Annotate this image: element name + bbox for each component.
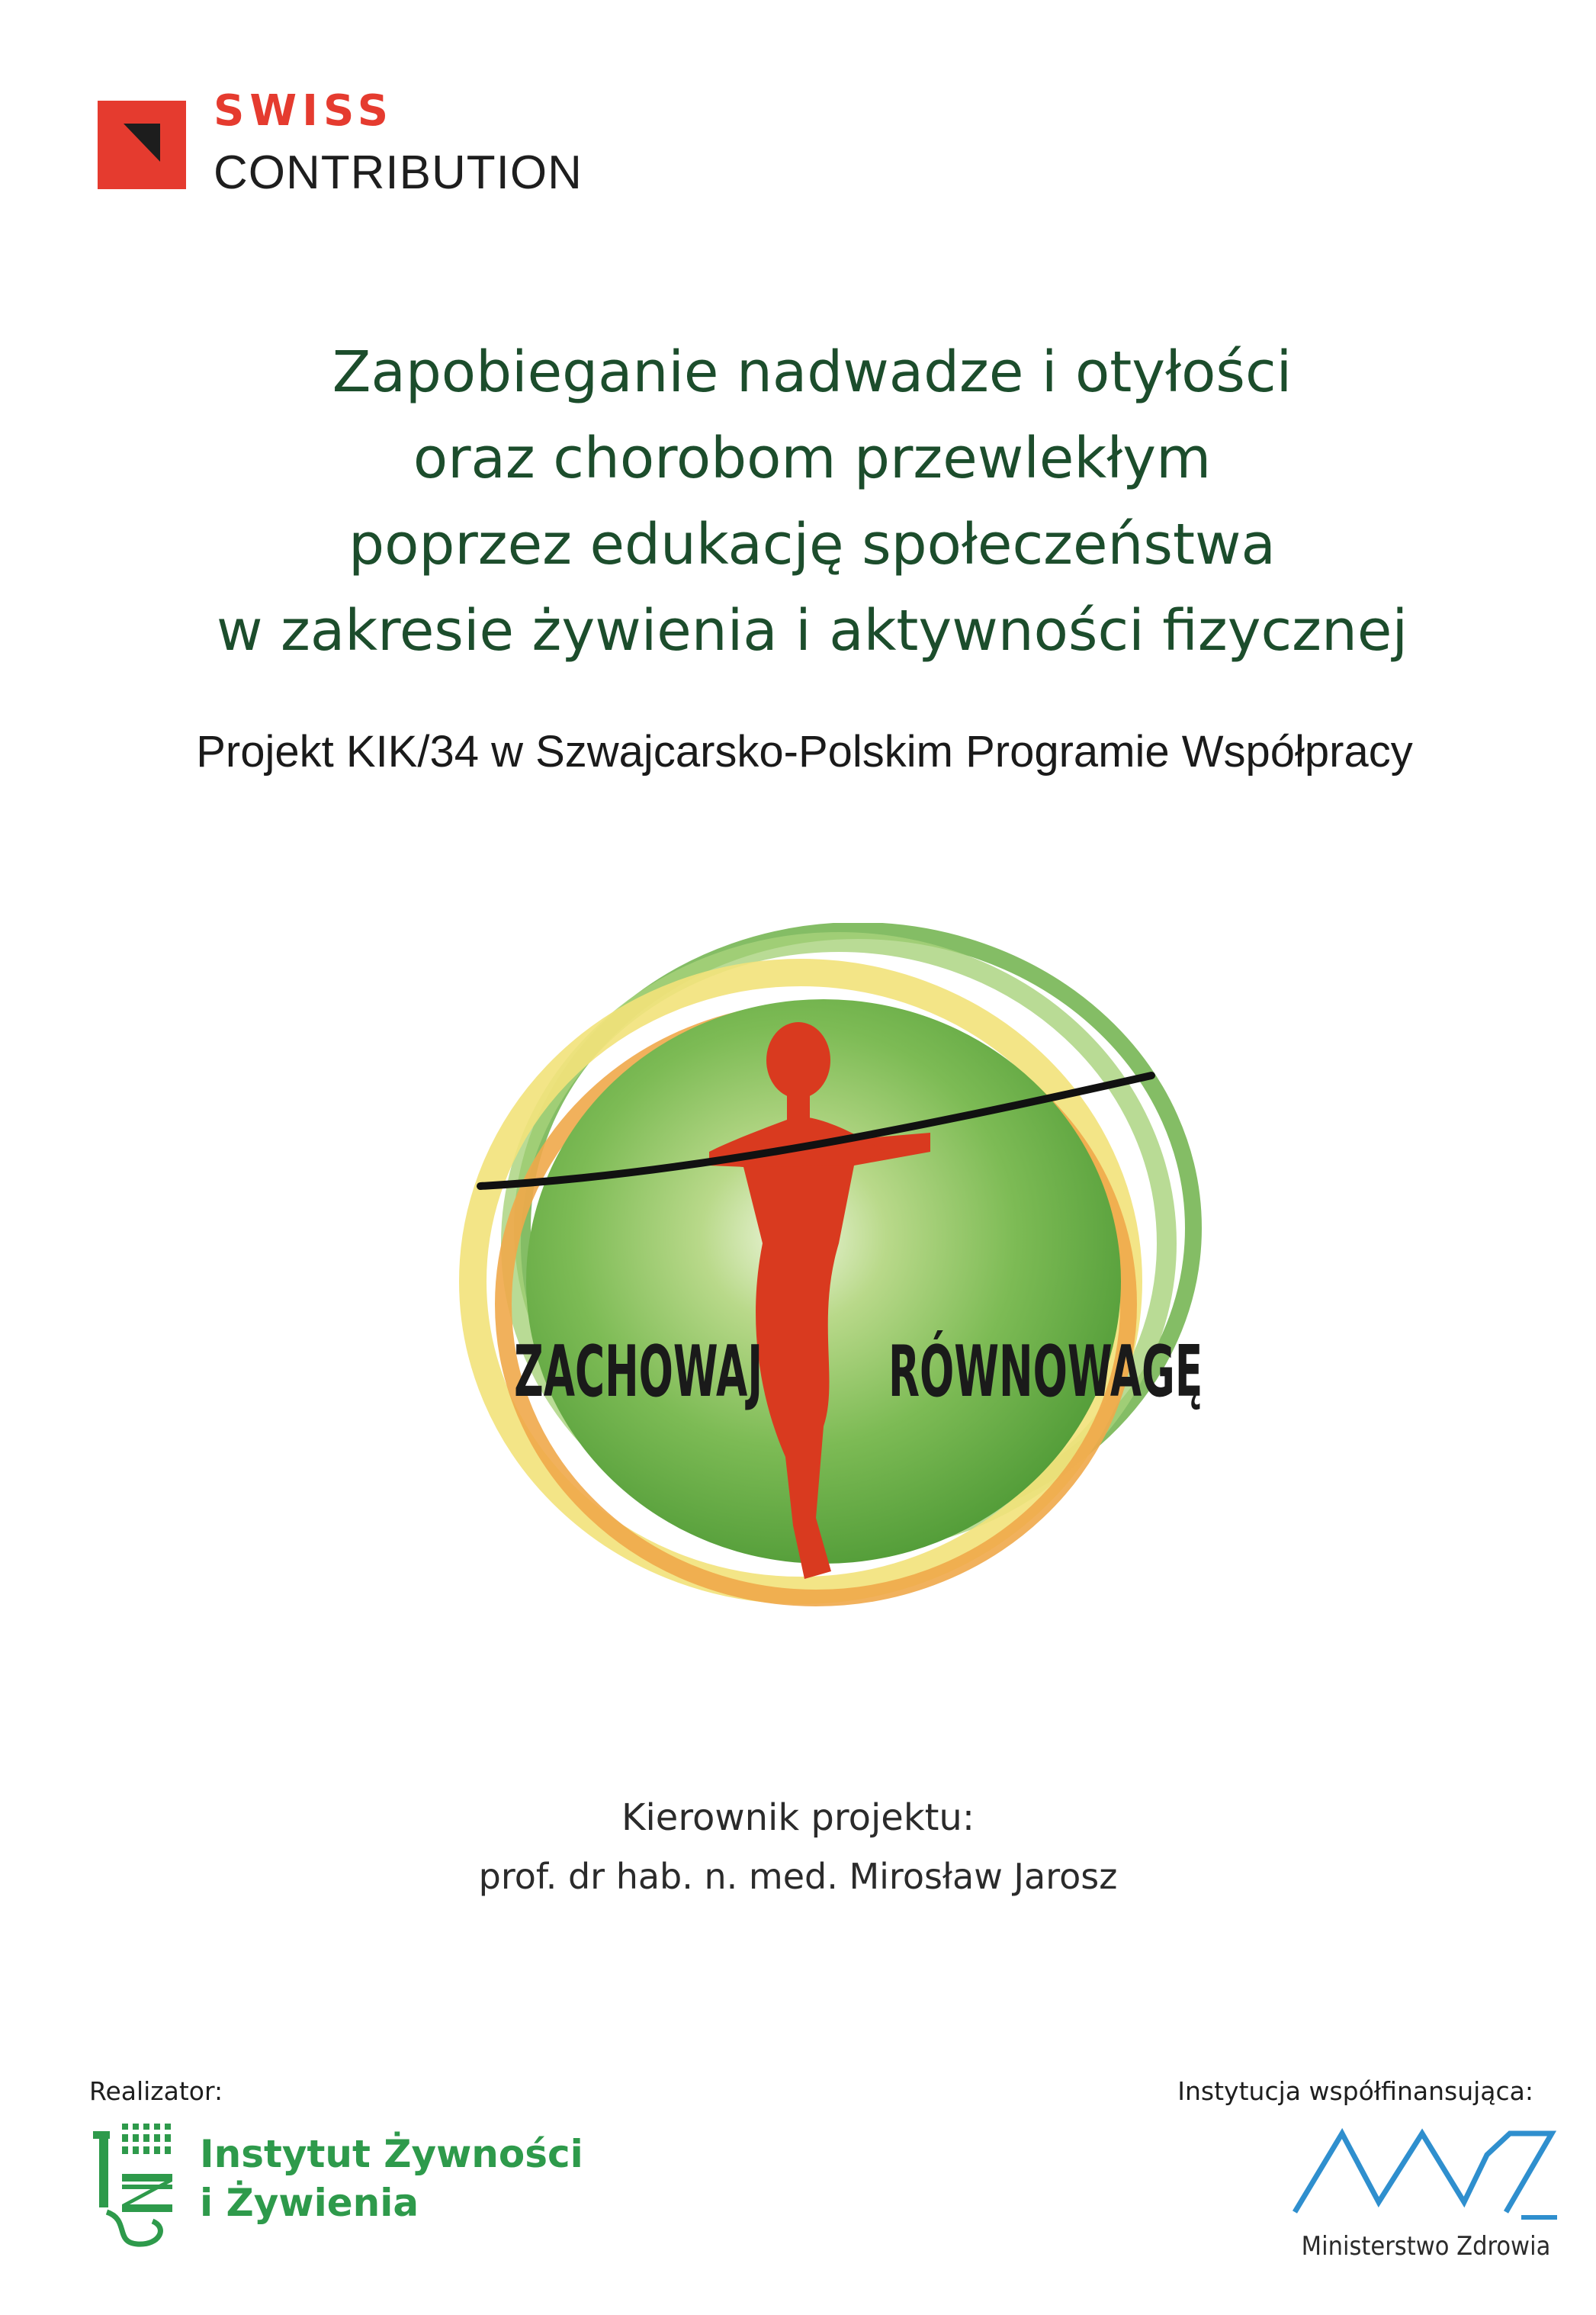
- swiss-contribution-logo-mark: [98, 101, 186, 189]
- ministry-logo-icon: [1289, 2124, 1563, 2220]
- project-subtitle: Projekt KIK/34 w Szwajcarsko-Polskim Programie Współpracy: [196, 727, 1413, 776]
- title-line: Zapobieganie nadwadze i otyłości: [332, 339, 1293, 405]
- campaign-word-right: RÓWNOWAGĘ: [888, 1331, 1203, 1413]
- title-line: poprzez edukację społeczeństwa: [348, 512, 1276, 577]
- campaign-logo: [458, 923, 1205, 1609]
- realizator-label: Realizator:: [89, 2076, 223, 2106]
- cofinancing-label: Instytucja współfinansująca:: [1177, 2076, 1533, 2106]
- sponsor-title: SWISS: [214, 86, 394, 136]
- manager-label: Kierownik projektu:: [621, 1796, 975, 1839]
- arrow-icon: [98, 101, 186, 189]
- realizator-name-line1: Instytut Żywności: [200, 2132, 583, 2176]
- realizator-name: [200, 2130, 583, 2227]
- title-line: w zakresie żywienia i aktywności fizycznej: [216, 598, 1408, 664]
- ministry-name: Ministerstwo Zdrowia: [1301, 2231, 1551, 2262]
- page-title: [76, 330, 1548, 674]
- manager-name: prof. dr hab. n. med. Mirosław Jarosz: [478, 1856, 1118, 1897]
- campaign-word-left: ZACHOWAJ: [514, 1331, 763, 1413]
- sponsor-subtitle: CONTRIBUTION: [214, 146, 583, 199]
- realizator-name-line2: i Żywienia: [200, 2181, 419, 2225]
- title-line: oraz chorobom przewlekłym: [413, 426, 1212, 491]
- izz-logo-icon: [92, 2120, 180, 2249]
